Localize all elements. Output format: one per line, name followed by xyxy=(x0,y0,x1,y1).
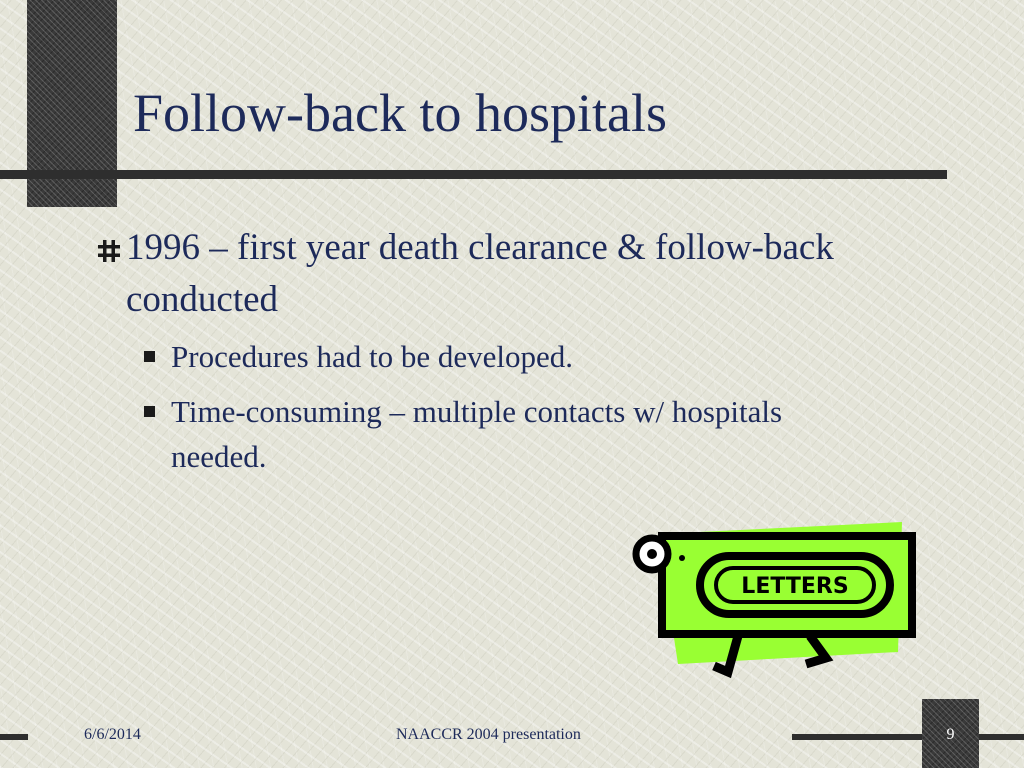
square-bullet-icon xyxy=(144,406,155,417)
hash-bullet-icon xyxy=(92,240,126,262)
bullet-item xyxy=(92,222,922,326)
bullet-text: 1996 – first year death clearance & follow-back conducted xyxy=(126,227,834,320)
footer-line xyxy=(792,734,1024,740)
page-number: 9 xyxy=(946,726,955,743)
subbullet-text: Time-consuming – multiple contacts w/ hospitals needed. xyxy=(171,394,783,474)
footer-presentation-name: NAACCR 2004 presentation xyxy=(396,726,581,743)
slide-title: Follow-back to hospitals xyxy=(133,83,667,143)
subbullet-list xyxy=(144,334,922,479)
letters-cartoon-icon xyxy=(630,516,920,686)
svg-text:LETTERS: LETTERS xyxy=(741,574,849,599)
subbullet-item xyxy=(144,334,922,379)
square-bullet-icon xyxy=(144,351,155,362)
title-divider-line xyxy=(0,170,947,179)
subbullet-item xyxy=(144,389,922,479)
slide-content xyxy=(92,222,922,489)
footer-date: 6/6/2014 xyxy=(84,726,141,743)
subbullet-text: Procedures had to be developed. xyxy=(171,339,574,374)
footer-line xyxy=(0,734,28,740)
